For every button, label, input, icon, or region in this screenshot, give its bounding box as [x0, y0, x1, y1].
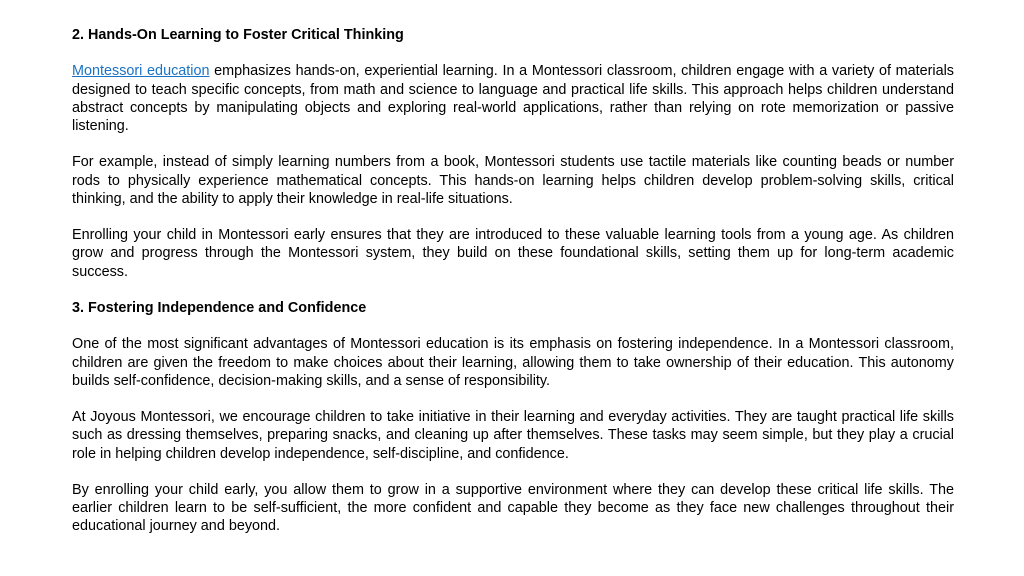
- section-2-paragraph-1: [72, 62, 954, 135]
- section-2-paragraph-1-text: emphasizes hands-on, experiential learning. In a Montessori classroom, children engage with a variety of materials designed to teach specific concepts, from math and science to language and practical life skills. This approach helps children understand abstract concepts by manipulating objects and exploring real-world applications, rather than relying on rote memorization or passive listening.: [72, 63, 955, 134]
- montessori-education-link[interactable]: Montessori education: [72, 63, 210, 80]
- section-2-paragraph-2: For example, instead of simply learning numbers from a book, Montessori students use tactile materials like counting beads or number rods to physically experience mathematical concepts. This hands-on learning helps children develop problem-solving skills, critical thinking, and the ability to apply their knowledge in real-life situations.: [72, 154, 954, 207]
- section-3-heading: 3. Fostering Independence and Confidence: [72, 299, 367, 316]
- section-3-paragraph-1: One of the most significant advantages of Montessori education is its emphasis on fostering independence. In a Montessori classroom, children are given the freedom to make choices about their learning, allowing them to take ownership of their education. This autonomy builds self-confidence, decision-making skills, and a sense of responsibility.: [72, 336, 954, 389]
- section-3-paragraph-2: At Joyous Montessori, we encourage children to take initiative in their learning and everyday activities. They are taught practical life skills such as dressing themselves, preparing snacks, and cleaning up after themselves. These tasks may seem simple, but they play a crucial role in helping children develop independence, self-discipline, and confidence.: [72, 409, 954, 462]
- section-3-paragraph-3: By enrolling your child early, you allow them to grow in a supportive environment where they can develop these critical life skills. The earlier children learn to be self-sufficient, the more confident and capable they become as they face new challenges throughout their educational journey and beyond.: [72, 481, 954, 535]
- section-2-paragraph-3: Enrolling your child in Montessori early ensures that they are introduced to these valuable learning tools from a young age. As children grow and progress through the Montessori system, they build on these foundational skills, setting them up for long-term academic success.: [72, 227, 954, 280]
- document-page: [72, 26, 954, 554]
- section-2-heading: 2. Hands-On Learning to Foster Critical Thinking: [72, 27, 404, 43]
